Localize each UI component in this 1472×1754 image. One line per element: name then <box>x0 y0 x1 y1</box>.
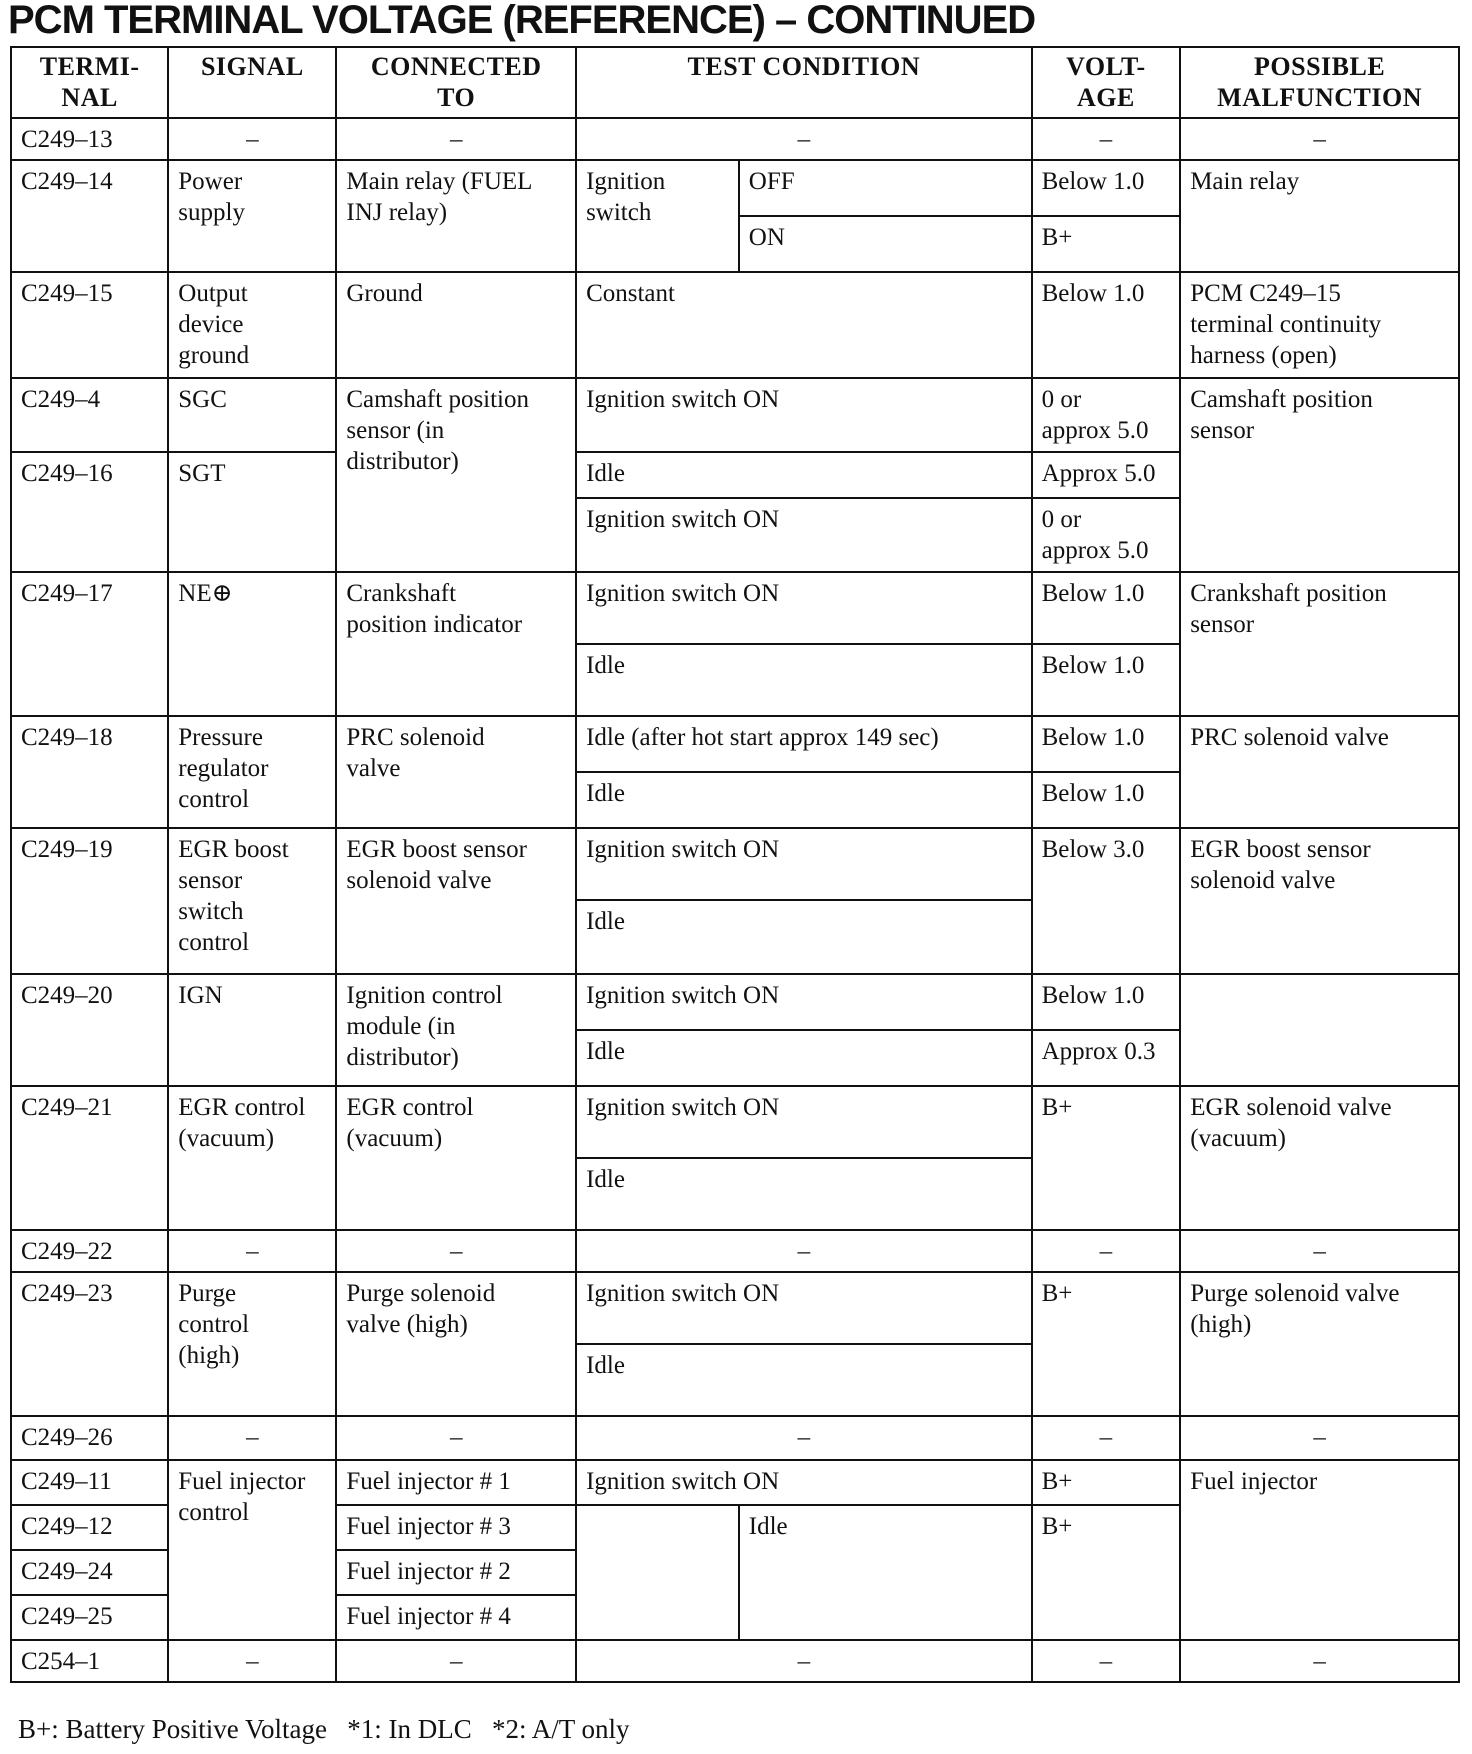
connected-cell: Fuel injector # 4 <box>336 1595 576 1640</box>
voltage-cell: 0 or approx 5.0 <box>1032 498 1181 572</box>
signal-cell: NE⊕ <box>168 572 336 716</box>
signal-cell: – <box>168 1230 336 1272</box>
table-row <box>11 716 1459 772</box>
connected-cell: – <box>336 1416 576 1460</box>
test-condition-cell: Idle <box>739 1505 1032 1640</box>
header-terminal: TERMI- NAL <box>11 47 168 118</box>
malfunction-cell: Crankshaft position sensor <box>1180 572 1459 716</box>
table-row <box>11 378 1459 452</box>
terminal-cell: C249–4 <box>11 378 168 452</box>
malfunction-cell: Main relay <box>1180 160 1459 272</box>
test-condition-cell: Ignition switch ON <box>576 1086 1032 1158</box>
signal-cell: IGN <box>168 974 336 1086</box>
terminal-cell: C249–22 <box>11 1230 168 1272</box>
malfunction-cell: PRC solenoid valve <box>1180 716 1459 828</box>
voltage-cell: Below 1.0 <box>1032 974 1181 1030</box>
terminal-cell: C249–14 <box>11 160 168 272</box>
voltage-cell: Below 1.0 <box>1032 716 1181 772</box>
connected-cell: Ignition control module (in distributor) <box>336 974 576 1086</box>
test-condition-cell: Idle <box>576 1158 1032 1230</box>
test-condition-cell: Idle <box>576 452 1032 498</box>
header-signal: SIGNAL <box>168 47 336 118</box>
test-condition-cell: Ignition switch ON <box>576 572 1032 644</box>
test-condition-cell: Idle (after hot start approx 149 sec) <box>576 716 1032 772</box>
terminal-cell: C249–16 <box>11 452 168 572</box>
terminal-cell: C254–1 <box>11 1640 168 1682</box>
test-condition-cell: OFF <box>739 160 1032 216</box>
terminal-cell: C249–13 <box>11 118 168 160</box>
terminal-cell: C249–24 <box>11 1550 168 1595</box>
test-condition-cell: – <box>576 1230 1032 1272</box>
connected-cell: PRC solenoid valve <box>336 716 576 828</box>
malfunction-cell: Purge solenoid valve (high) <box>1180 1272 1459 1416</box>
signal-cell: SGT <box>168 452 336 572</box>
signal-cell: Power supply <box>168 160 336 272</box>
malfunction-cell <box>1180 974 1459 1086</box>
footnote: B+: Battery Positive Voltage *1: In DLC *2: A/T only <box>18 1714 630 1744</box>
connected-cell: Fuel injector # 3 <box>336 1505 576 1550</box>
connected-cell: – <box>336 118 576 160</box>
test-condition-cell: Ignition switch ON <box>576 378 1032 452</box>
voltage-cell: B+ <box>1032 1460 1181 1505</box>
header-test-condition: TEST CONDITION <box>576 47 1032 118</box>
voltage-cell: Approx 5.0 <box>1032 452 1181 498</box>
voltage-cell: 0 or approx 5.0 <box>1032 378 1181 452</box>
test-condition-cell: – <box>576 1640 1032 1682</box>
terminal-cell: C249–18 <box>11 716 168 828</box>
signal-cell: – <box>168 118 336 160</box>
voltage-cell: Below 3.0 <box>1032 828 1181 974</box>
table-row <box>11 272 1459 378</box>
test-condition-cell: Idle <box>576 1344 1032 1416</box>
test-condition-cell: Ignition switch ON <box>576 974 1032 1030</box>
terminal-cell: C249–11 <box>11 1460 168 1505</box>
test-condition-cell: Constant <box>576 272 1032 378</box>
table-row <box>11 1640 1459 1682</box>
voltage-cell: Approx 0.3 <box>1032 1030 1181 1086</box>
terminal-cell: C249–19 <box>11 828 168 974</box>
voltage-cell: Below 1.0 <box>1032 160 1181 216</box>
connected-cell: EGR boost sensor solenoid valve <box>336 828 576 974</box>
table-row <box>11 572 1459 644</box>
malfunction-cell: EGR boost sensor solenoid valve <box>1180 828 1459 974</box>
connected-cell: Fuel injector # 1 <box>336 1460 576 1505</box>
page-title: PCM TERMINAL VOLTAGE (REFERENCE) – CONTINUED <box>8 0 1036 42</box>
voltage-cell: Below 1.0 <box>1032 644 1181 716</box>
test-condition-cell: Idle <box>576 1030 1032 1086</box>
malfunction-cell: Fuel injector <box>1180 1460 1459 1640</box>
connected-cell: Crankshaft position indicator <box>336 572 576 716</box>
terminal-cell: C249–26 <box>11 1416 168 1460</box>
malfunction-cell: – <box>1180 118 1459 160</box>
table-row <box>11 1416 1459 1460</box>
terminal-cell: C249–23 <box>11 1272 168 1416</box>
terminal-cell: C249–12 <box>11 1505 168 1550</box>
signal-cell: Purge control (high) <box>168 1272 336 1416</box>
malfunction-cell: Camshaft position sensor <box>1180 378 1459 572</box>
terminal-cell: C249–17 <box>11 572 168 716</box>
voltage-cell: Below 1.0 <box>1032 272 1181 378</box>
table-header-row <box>11 47 1459 118</box>
table-row <box>11 1460 1459 1505</box>
signal-cell: EGR boost sensor switch control <box>168 828 336 974</box>
connected-cell: – <box>336 1230 576 1272</box>
test-condition-cell: Idle <box>576 644 1032 716</box>
test-condition-label-cell: Ignition switch <box>576 160 739 272</box>
pcm-terminal-voltage-table <box>10 46 1460 1683</box>
table-row <box>11 118 1459 160</box>
malfunction-cell: – <box>1180 1230 1459 1272</box>
connected-cell: Main relay (FUEL INJ relay) <box>336 160 576 272</box>
terminal-cell: C249–21 <box>11 1086 168 1230</box>
voltage-cell: Below 1.0 <box>1032 772 1181 828</box>
header-connected-to: CONNECTED TO <box>336 47 576 118</box>
test-condition-cell: – <box>576 1416 1032 1460</box>
voltage-cell: B+ <box>1032 1505 1181 1640</box>
header-possible-malfunction: POSSIBLE MALFUNCTION <box>1180 47 1459 118</box>
test-condition-cell: Ignition switch ON <box>576 1272 1032 1344</box>
malfunction-cell: PCM C249–15 terminal continuity harness (open) <box>1180 272 1459 378</box>
test-condition-cell: ON <box>739 216 1032 272</box>
header-voltage: VOLT- AGE <box>1032 47 1181 118</box>
voltage-cell: B+ <box>1032 216 1181 272</box>
terminal-cell: C249–15 <box>11 272 168 378</box>
connected-cell: Camshaft position sensor (in distributor) <box>336 378 576 572</box>
test-condition-cell: Idle <box>576 772 1032 828</box>
connected-cell: – <box>336 1640 576 1682</box>
voltage-cell: B+ <box>1032 1272 1181 1416</box>
test-condition-cell: Ignition switch ON <box>576 1460 1032 1505</box>
voltage-cell: – <box>1032 1416 1181 1460</box>
voltage-cell: Below 1.0 <box>1032 572 1181 644</box>
table-row <box>11 828 1459 900</box>
table-row <box>11 1272 1459 1344</box>
signal-cell: – <box>168 1640 336 1682</box>
table-row <box>11 160 1459 216</box>
connected-cell: Ground <box>336 272 576 378</box>
test-condition-cell: Ignition switch ON <box>576 498 1032 572</box>
test-condition-cell: Ignition switch ON <box>576 828 1032 900</box>
connected-cell: EGR control (vacuum) <box>336 1086 576 1230</box>
signal-cell: Pressure regulator control <box>168 716 336 828</box>
voltage-cell: – <box>1032 1640 1181 1682</box>
malfunction-cell: EGR solenoid valve (vacuum) <box>1180 1086 1459 1230</box>
connected-cell: Fuel injector # 2 <box>336 1550 576 1595</box>
test-condition-cell: Idle <box>576 900 1032 974</box>
test-condition-cell: – <box>576 118 1032 160</box>
terminal-cell: C249–20 <box>11 974 168 1086</box>
malfunction-cell: – <box>1180 1416 1459 1460</box>
signal-cell: – <box>168 1416 336 1460</box>
connected-cell: Purge solenoid valve (high) <box>336 1272 576 1416</box>
signal-cell: Output device ground <box>168 272 336 378</box>
signal-cell: Fuel injector control <box>168 1460 336 1640</box>
table-row <box>11 974 1459 1030</box>
terminal-cell: C249–25 <box>11 1595 168 1640</box>
table-row <box>11 1086 1459 1158</box>
voltage-cell: B+ <box>1032 1086 1181 1230</box>
malfunction-cell: – <box>1180 1640 1459 1682</box>
table-row <box>11 1230 1459 1272</box>
voltage-cell: – <box>1032 1230 1181 1272</box>
signal-cell: SGC <box>168 378 336 452</box>
voltage-cell: – <box>1032 118 1181 160</box>
test-condition-blank-cell <box>576 1505 739 1640</box>
signal-cell: EGR control (vacuum) <box>168 1086 336 1230</box>
